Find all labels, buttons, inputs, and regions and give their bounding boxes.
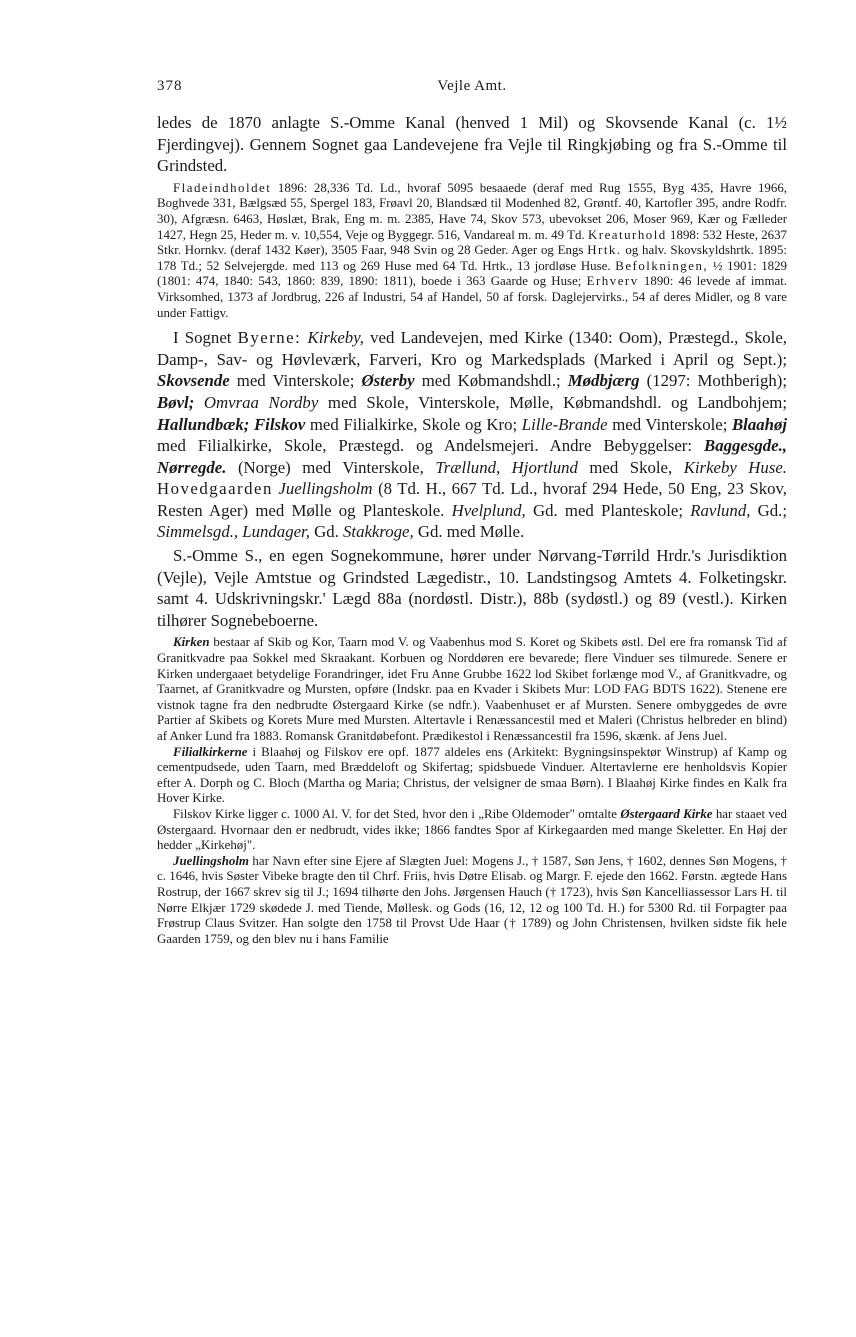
place-osterby: Østerby	[361, 371, 415, 391]
paragraph-canals: ledes de 1870 anlagte S.-Omme Kanal (henved 1 Mil) og Skovsende Kanal (c. 1½ Fjerdingvej). Gennem Sognet gaa Landevejene fra Vejle til Ringkjøbing og fra S.-Omme til Grindsted.	[157, 113, 787, 176]
place-filskov: Filskov	[253, 414, 306, 434]
running-title: Vejle Amt.	[437, 78, 507, 94]
place-hvelplund: Hvelplund,	[451, 500, 526, 520]
term-erhverv: Erhverv	[586, 274, 639, 289]
page-number: 378	[157, 78, 183, 94]
place-hallundbaek: Hallundbæk;	[157, 414, 250, 434]
term-befolkningen: Befolkningen,	[615, 258, 709, 273]
running-header	[157, 78, 787, 108]
place-traellund-hjortlund: Trællund, Hjortlund	[435, 457, 578, 477]
term-filialkirkerne: Filialkirkerne	[173, 744, 248, 759]
place-ravlund: Ravlund,	[690, 500, 751, 520]
paragraph-juellingsholm: Juellingsholm har Navn efter sine Ejere af Slægten Juel: Mogens J., † 1587, Søn Jens, † 1602, dennes Søn Mogens, † c. 1646, hvis Søster Vibeke bragte den til Chrf. Friis, hvis Døtre Elisab. og Margr. F. ejede den 1662. Førstn. ægtede Hans Rostrup, der 1667 skrev sig til J.; 1694 tilhørte den Johs. Jørgensen Hauch († 1723), hvis Søn Kancelliassessor Lars H. til Nørre Elkjær 1729 skødede J. med Tiende, Møllesk. og Gods (16, 12, 12 og 100 Td. H.) for 5300 Rd. til Forpagter paa Frøstrup Claus Svitzer. Han solgte den 1758 til Provst Ude Haar († 1789) og John Christensen, hvilken sidste fik hele Gaarden 1759, og den blev nu i hans Familie	[157, 853, 787, 946]
term-kirken: Kirken	[173, 635, 210, 650]
place-modbjaerg: Mødbjærg	[567, 371, 640, 391]
term-hrtk: Hrtk.	[587, 243, 622, 258]
place-bovl: Bøvl;	[157, 392, 195, 412]
paragraph-kirken: Kirken bestaar af Skib og Kor, Taarn mod V. og Vaabenhus mod S. Koret og Skibets østl. Del ere fra romansk Tid af Granitkvadre paa Sokkel med Skraakant. Korbuen og Norddøren ere bevarede; flere Vinduer ses tilmurede. Senere er Kirken undergaaet betydelige Forandringer, idet Fru Anne Grubbe 1622 lod Skibet forlænge mod V., af Granitkvadre, og Taarnet, af Granitkvadre og Mursten, opføre (Indskr. paa en Kvader i Skibets Mur: LOD FAG BDTS 1622). Stenene ere vistnok tagne fra den nedbrudte Østergaard Kirke (se ndfr.). Vaabenhuset er af Mursten. Senere ombyggedes de øvre Partier af Skibets og Korets Mure med Mursten. Altertavle i Renæssancestil med et Maleri (Christus helbreder en blind) af Anker Lund fra 1883. Romansk Granitdøbefont. Prædikestol i Renæssancestil fra 1596, skænk. af Jens Juel.	[157, 635, 787, 743]
place-blaahoj: Blaahøj	[731, 414, 788, 434]
place-norregde: Nørregde.	[157, 457, 227, 477]
paragraph-jurisdiction: S.-Omme S., en egen Sognekommune, hører under Nørvang-Tørrild Hrdr.'s Jurisdiktion (Vejle), Vejle Amtstue og Grindsted Lægedistr., 10. Landstingsog Amtets 4. Folketingskr. samt 4. Udskrivningskr.' Lægd 88a (nordøstl. Distr.), 88b (sydøstl.) og 89 (vestl.). Kirken tilhører Sognebeboerne.	[157, 546, 787, 630]
paragraph-statistics: Fladeindholdet 1896: 28,336 Td. Ld., hvoraf 5095 besaaede (deraf med Rug 1555, Byg 435, Havre 1966, Boghvede 331, Bælgsæd 55, Spergel 183, Frøavl 20, Blandsæd til Modenhed 82, Grøntf. 40, Kartofler 395, andre Rodfr. 30), Afgræsn. 6463, Høslæt, Brak, Eng m. m. 2385, Have 74, Skov 573, ubevokset 206, Moser 969, Kær og Fælleder 1427, Hegn 25, Heder m. v. 10,554, Veje og Byggegr. 516, Vandareal m. m. 49 Td. Kreaturhold 1898: 532 Heste, 2637 Stkr. Hornkv. (deraf 1432 Køer), 3505 Faar, 948 Svin og 28 Geder. Ager og Engs Hrtk. og halv. Skovskyldshrtk. 1895: 178 Td.; 52 Selvejergde. med 113 og 269 Huse med 64 Td. Hrtk., 13 jordløse Huse. Befolkningen, ½ 1901: 1829 (1801: 474, 1840: 543, 1860: 839, 1890: 1811), boede i 363 Gaarde og Huse; Erhverv 1890: 46 levede af immat. Virksomhed, 1373 af Jordbrug, 226 af Industri, 54 af Handel, 50 af forsk. Daglejervirks., 54 af deres Midler, og 8 vare under Fattigv.	[157, 180, 787, 320]
place-stakkroge: Stakkroge,	[343, 522, 414, 542]
paragraph-filialkirkerne: Filialkirkerne i Blaahøj og Filskov ere opf. 1877 aldeles ens (Arkitekt: Bygningsinspektør Winstrup) af Kamp og cementpudsede, uden Taarn, med Bræddeloft og Skifertag; spidsbuede Vinduer. Altertavlerne ere henholdsvis Kopier efter A. Dorph og C. Bloch (Martha og Maria; Christus, der velsigner de smaa Børn). I Blaahøj Kirke findes en Kalk fra Hover Kirke.	[157, 744, 787, 806]
paragraph-filskov-kirke: Filskov Kirke ligger c. 1000 Al. V. for det Sted, hvor den i „Ribe Oldemoder" omtalte Østergaard Kirke har staaet ved Østergaard. Hvornaar den er nedbrudt, vides ikke; 1866 fandtes Spor af Kirkegaarden med mange Skeletter. En Høj der hedder „Kirkehøj".	[157, 806, 787, 853]
place-omvraa-nordby: Omvraa Nordby	[203, 392, 319, 412]
place-lille-brande: Lille-Brande	[521, 414, 608, 434]
term-byerne: Byerne:	[237, 328, 302, 348]
place-kirkeby-huse: Kirkeby Huse.	[683, 457, 787, 477]
place-baggesgde: Baggesgde.,	[704, 436, 787, 456]
term-fladeindholdet: Fladeindholdet	[173, 180, 272, 195]
term-kreaturhold: Kreaturhold	[587, 227, 667, 242]
term-juellingsholm: Juellingsholm	[173, 853, 249, 868]
place-juellingsholm: Juellingsholm	[278, 479, 373, 499]
term-hovedgaarden: Hovedgaarden	[157, 479, 273, 499]
place-skovsende: Skovsende	[157, 371, 230, 391]
term-ostergaard-kirke: Østergaard Kirke	[620, 806, 713, 821]
place-kirkeby: Kirkeby,	[307, 328, 364, 348]
place-simmelsgd-lundager: Simmelsgd., Lundager,	[157, 522, 310, 542]
page-content	[157, 78, 787, 947]
paragraph-settlements: I Sognet Byerne: Kirkeby, ved Landevejen, med Kirke (1340: Oom), Præstegd., Skole, Damp-, Sav- og Høvleværk, Farveri, Kro og Markedsplads (Marked i April og Sept.); Skovsende med Vinterskole; Østerby med Købmandshdl.; Mødbjærg (1297: Mothberigh); Bøvl; Omvraa Nordby med Skole, Vinterskole, Mølle, Købmandshdl. og Landbohjem; Hallundbæk; Filskov med Filialkirke, Skole og Kro; Lille-Brande med Vinterskole; Blaahøj med Filialkirke, Skole, Præstegd. og Andelsmejeri. Andre Bebyggelser: Baggesgde., Nørregde. (Norge) med Vinterskole, Trællund, Hjortlund med Skole, Kirkeby Huse. Hovedgaarden Juellingsholm (8 Td. H., 667 Td. Ld., hvoraf 294 Hede, 50 Eng, 23 Skov, Resten Ager) med Mølle og Planteskole. Hvelplund, Gd. med Planteskole; Ravlund, Gd.; Simmelsgd., Lundager, Gd. Stakkroge, Gd. med Mølle.	[157, 328, 788, 542]
